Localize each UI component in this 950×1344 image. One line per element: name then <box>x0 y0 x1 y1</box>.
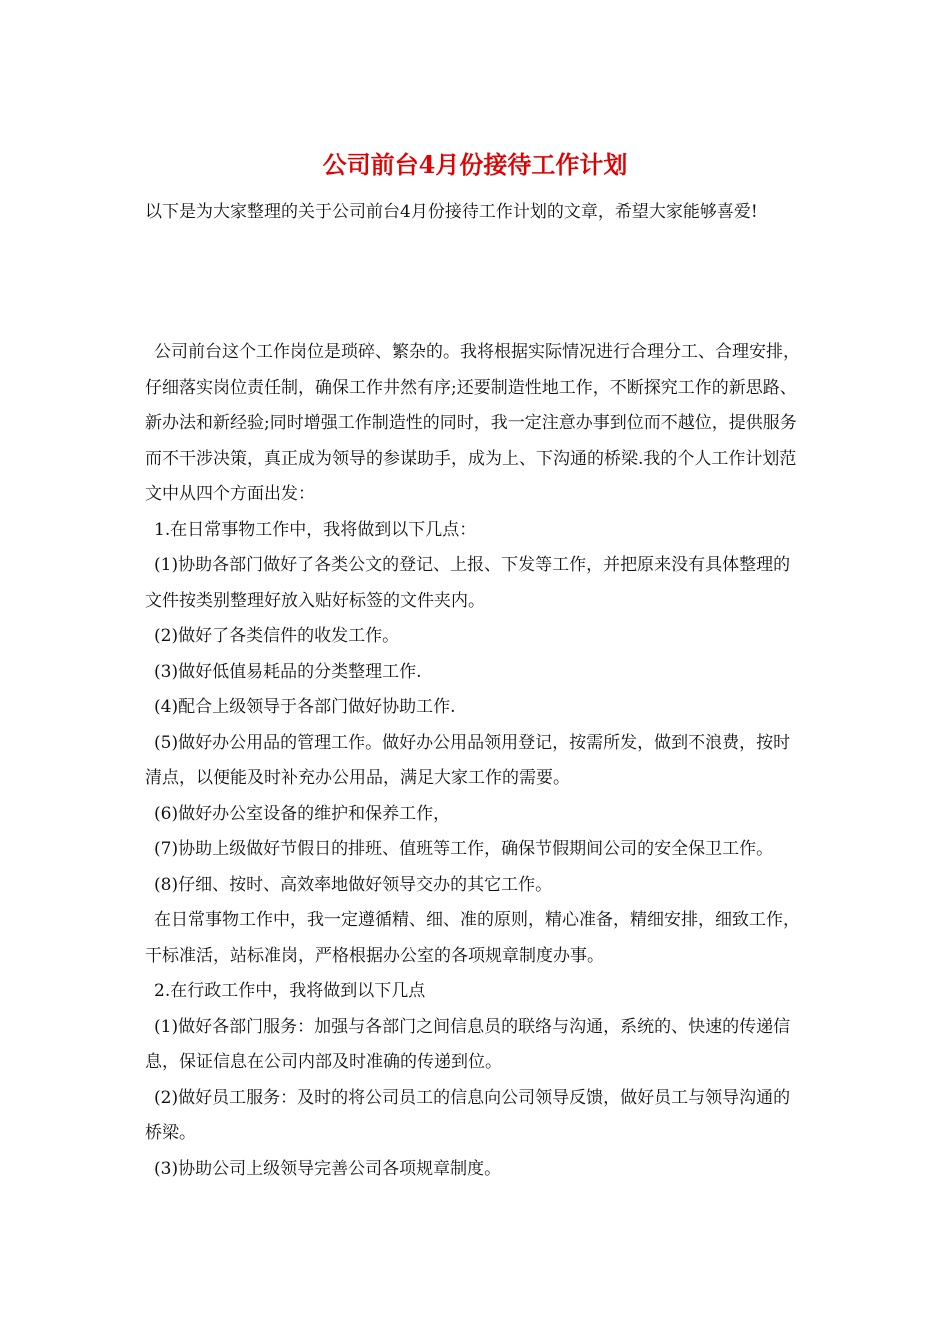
list-item: (5)做好办公用品的管理工作。做好办公用品领用登记，按需所发，做到不浪费，按时清点，以便能及时补充办公用品，满足大家工作的需要。 <box>145 732 791 788</box>
intro-paragraph <box>145 195 807 231</box>
list-item: (1)协助各部门做好了各类公文的登记、上报、下发等工作，并把原来没有具体整理的文件按类别整理好放入贴好标签的文件夹内。 <box>145 555 791 611</box>
list-item: (6)做好办公室设备的维护和保养工作， <box>154 803 451 824</box>
list-item: (3)协助公司上级领导完善公司各项规章制度。 <box>154 1158 502 1179</box>
list-item: (1)做好各部门服务：加强与各部门之间信息员的联络与沟通，系统的、快速的传递信息，保证信息在公司内部及时准确的传递到位。 <box>145 1016 791 1072</box>
list-item: (8)仔细、按时、高效率地做好领导交办的其它工作。 <box>154 874 553 895</box>
list-item: (2)做好员工服务：及时的将公司员工的信息向公司领导反馈，做好员工与领导沟通的桥梁。 <box>145 1087 791 1143</box>
document-body <box>145 335 807 1187</box>
section-heading-admin: 2.在行政工作中，我将做到以下几点 <box>154 981 426 1001</box>
list-item: (4)配合上级领导于各部门做好协助工作. <box>154 697 456 717</box>
section-heading-daily: 1.在日常事物工作中，我将做到以下几点： <box>154 519 477 540</box>
paragraph-principles: 在日常事物工作中，我一定遵循精、细、准的原则，精心准备，精细安排，细致工作，干标准活，站标准岗，严格根据办公室的各项规章制度办事。 <box>145 910 800 966</box>
list-item: (2)做好了各类信件的收发工作。 <box>154 626 400 646</box>
list-item: (7)协助上级做好节假日的排班、值班等工作，确保节假期间公司的安全保卫工作。 <box>154 839 774 859</box>
paragraph-overview: 公司前台这个工作岗位是琐碎、繁杂的。我将根据实际情况进行合理分工、合理安排，仔细落实岗位责任制，确保工作井然有序;还要制造性地工作，不断探究工作的新思路、新办法和新经验;同时增强工作制造性的同时，我一定注意办事到位而不越位，提供服务而不干涉决策，真正成为领导的参谋助手，成为上、下沟通的桥梁.我的个人工作计划范文中从四个方面出发： <box>145 342 800 504</box>
intro-text: 以下是为大家整理的关于公司前台4月份接待工作计划的文章，希望大家能够喜爱! <box>145 202 758 222</box>
document-title: 公司前台4月份接待工作计划 <box>322 150 628 179</box>
list-item: (3)做好低值易耗品的分类整理工作. <box>154 661 422 682</box>
